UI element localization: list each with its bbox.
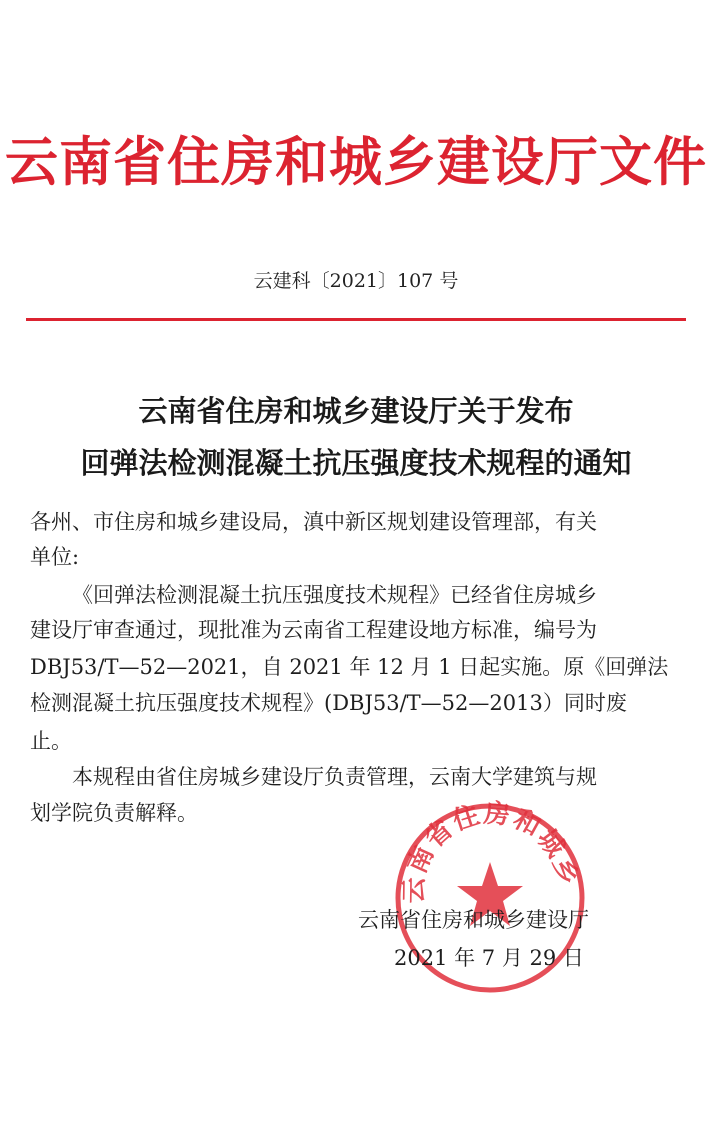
recipients-line-2: 单位:: [30, 545, 80, 569]
paragraph-1-line-5: 止。: [30, 729, 72, 753]
paragraph-1-line-3: DBJ53/T—52—2021，自 2021 年 12 月 1 日起实施。原《回弹法: [30, 655, 669, 679]
document-number: 云建科〔2021〕107 号: [253, 270, 459, 292]
paragraph-2-line-1: 本规程由省住房城乡建设厅负责管理，云南大学建筑与规: [72, 765, 597, 789]
paragraph-2-line-2: 划学院负责解释。: [30, 801, 198, 825]
paragraph-1-line-2: 建设厅审查通过，现批准为云南省工程建设地方标准，编号为: [30, 618, 597, 642]
paragraph-1-line-1: 《回弹法检测混凝土抗压强度技术规程》已经省住房城乡: [72, 583, 597, 607]
notice-title-line-1: 云南省住房和城乡建设厅关于发布: [138, 394, 574, 428]
seal-text: 云南省住房和城乡: [399, 800, 583, 904]
signature-org: 云南省住房和城乡建设厅: [358, 908, 589, 932]
issuer-masthead: 云南省住房和城乡建设厅文件: [5, 132, 707, 193]
red-divider-line: [26, 318, 686, 321]
recipients-line-1: 各州、市住房和城乡建设局，滇中新区规划建设管理部，有关: [30, 510, 597, 534]
paragraph-1-line-4: 检测混凝土抗压强度技术规程》(DBJ53/T—52—2013）同时废: [30, 691, 627, 715]
notice-title-line-2: 回弹法检测混凝土抗压强度技术规程的通知: [80, 446, 632, 480]
signature-date: 2021 年 7 月 29 日: [394, 946, 584, 970]
